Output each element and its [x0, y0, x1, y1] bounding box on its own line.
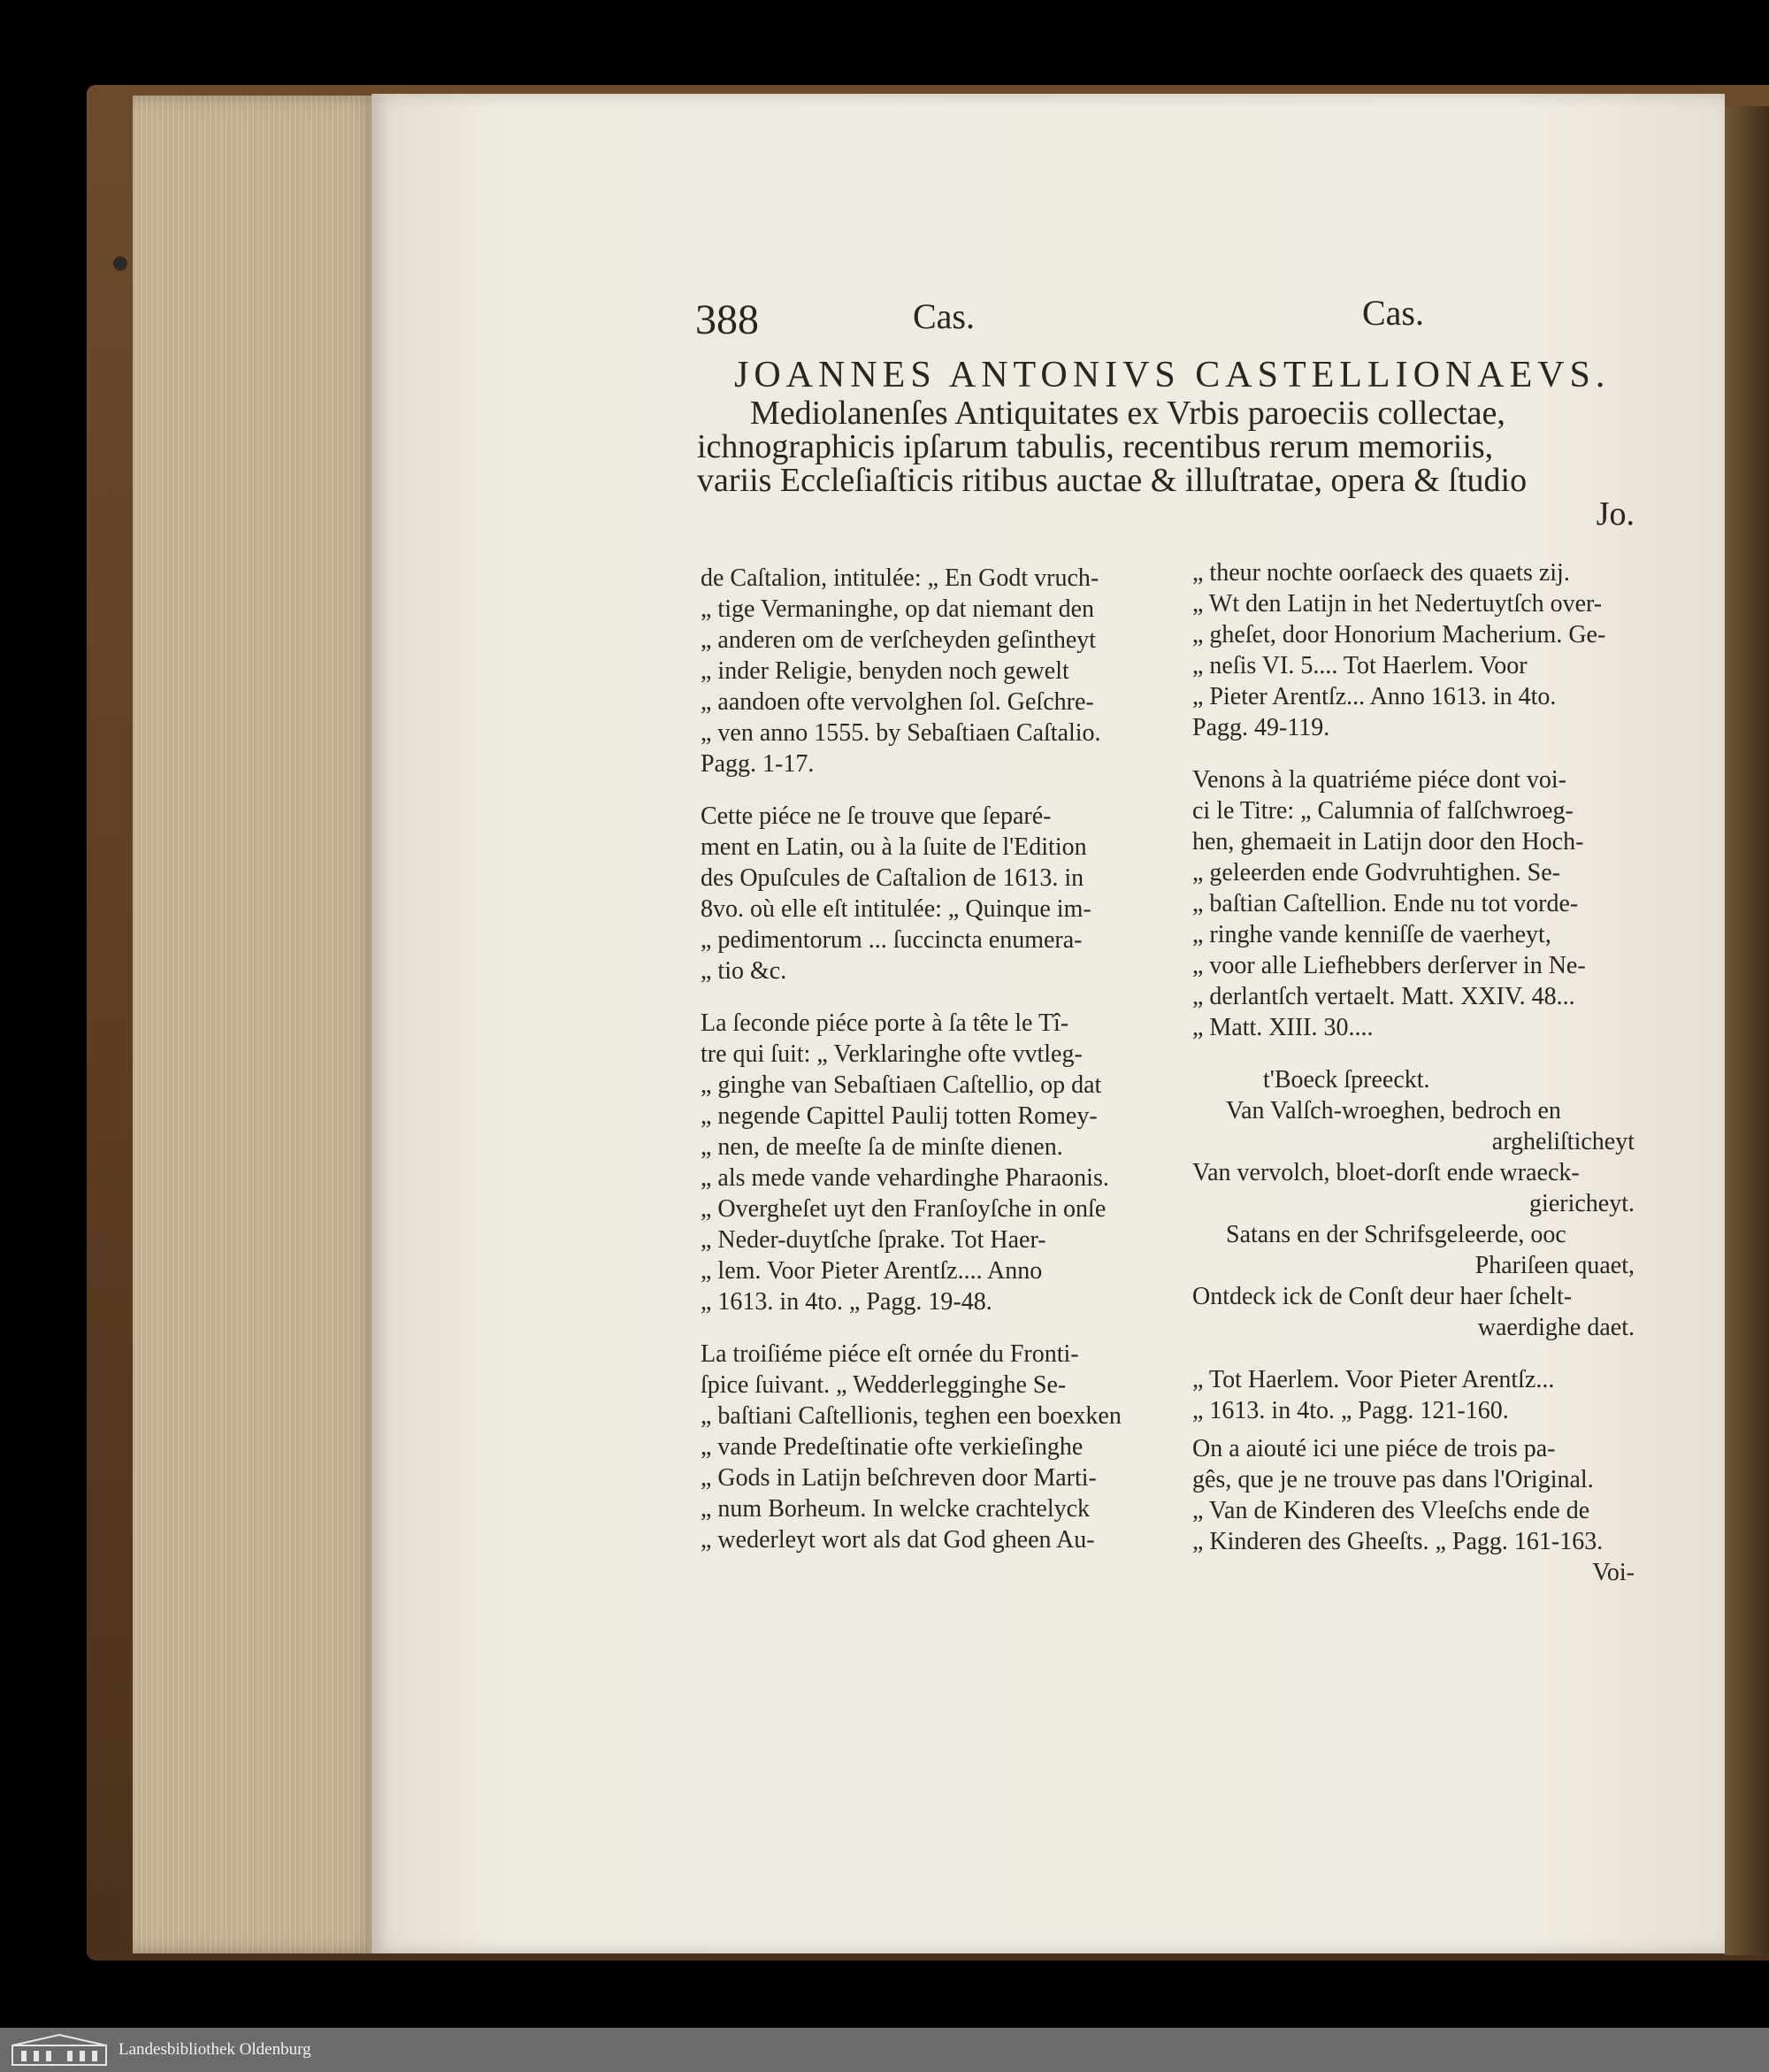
text-line: „ baſtiani Caſtellionis, teghen een boexken — [701, 1402, 1122, 1430]
text-line: Pagg. 49-119. — [1192, 714, 1330, 741]
text-line: La ſeconde piéce porte à ſa tête le Tî- — [701, 1009, 1069, 1037]
running-head-right: Cas. — [1362, 293, 1424, 333]
text-line: „ gheſet, door Honorium Macherium. Ge- — [1192, 621, 1606, 648]
verse-line: Van vervolch, bloet-dorſt ende wraeck- — [1192, 1159, 1580, 1186]
text-line: „ tige Vermaninghe, op dat niemant den — [701, 595, 1095, 623]
text-line: tre qui ſuit: „ Verklaringhe ofte vvtleg- — [701, 1040, 1083, 1068]
entry-title: JOANNES ANTONIVS CASTELLIONAEVS. — [734, 355, 1611, 395]
text-line: „ Van de Kinderen des Vleeſchs ende de — [1192, 1497, 1590, 1524]
text-line: „ theur nochte oorſaeck des quaets zij. — [1192, 559, 1570, 587]
text-line: „ num Borheum. In welcke crachtelyck — [701, 1495, 1091, 1523]
footer-bar — [0, 2028, 1769, 2072]
text-line: „ 1613. in 4to. „ Pagg. 121-160. — [1192, 1397, 1509, 1424]
text-line: „ Kinderen des Gheeſts. „ Pagg. 161-163. — [1192, 1528, 1604, 1555]
library-logo-icon — [11, 2033, 108, 2067]
catchword: Voi- — [1592, 1559, 1635, 1586]
description-line: variis Eccleſiaſticis ritibus auctae & illuſtratae, opera & ſtudio — [697, 462, 1528, 499]
binding-hole — [113, 257, 127, 271]
verse-line: Ontdeck ick de Conſt deur haer ſchelt- — [1192, 1283, 1573, 1310]
text-line: Pagg. 1-17. — [701, 750, 815, 778]
text-line: „ pedimentorum ... ſuccincta enumera- — [701, 926, 1083, 954]
verse-line: waerdighe daet. — [1477, 1314, 1635, 1341]
text-line: „ geleerden ende Godvruhtighen. Se- — [1192, 859, 1560, 886]
text-line: „ ginghe van Sebaſtiaen Caſtellio, op dat — [701, 1071, 1102, 1099]
verse-line: giericheyt. — [1529, 1190, 1635, 1217]
text-line: „ ven anno 1555. by Sebaſtiaen Caſtalio. — [701, 719, 1101, 747]
text-line: Venons à la quatriéme piéce dont voi- — [1192, 766, 1566, 794]
text-line: „ negende Capittel Paulij totten Romey- — [701, 1102, 1098, 1130]
text-line: „ Tot Haerlem. Voor Pieter Arentſz... — [1192, 1366, 1555, 1393]
text-line: „ neſis VI. 5.... Tot Haerlem. Voor — [1192, 652, 1528, 679]
text-line: „ Pieter Arentſz... Anno 1613. in 4to. — [1192, 683, 1557, 710]
text-line: „ Overgheſet uyt den Franſoyſche in onſe — [701, 1195, 1107, 1223]
text-line: „ inder Religie, benyden noch gewelt — [701, 657, 1069, 685]
text-line: „ vande Predeſtinatie ofte verkieſinghe — [701, 1433, 1084, 1461]
left-column — [701, 563, 1160, 1555]
text-line: ſpice ſuivant. „ Wedderlegginghe Se- — [701, 1371, 1067, 1399]
entry-description — [697, 396, 1635, 531]
text-line: de Caſtalion, intitulée: „ En Godt vruch- — [701, 564, 1099, 592]
text-line: „ ringhe vande kenniſſe de vaerheyt, — [1192, 921, 1551, 948]
right-column — [1192, 557, 1643, 1588]
text-line: „ Gods in Latijn beſchreven door Marti- — [701, 1464, 1097, 1492]
text-line: gês, que je ne trouve pas dans l'Original. — [1192, 1466, 1594, 1493]
text-line: „ baſtian Caſtellion. Ende nu tot vorde- — [1192, 890, 1579, 917]
text-line: 8vo. où elle eſt intitulée: „ Quinque im- — [701, 895, 1091, 923]
text-line: On a aiouté ici une piéce de trois pa- — [1192, 1435, 1556, 1462]
facing-page-edge — [1725, 106, 1769, 1955]
text-line: „ als mede vande vehardinghe Pharaonis. — [701, 1164, 1109, 1192]
text-line: „ tio &c. — [701, 957, 787, 985]
text-line: „ nen, de meeſte ſa de minſte dienen. — [701, 1133, 1063, 1161]
text-line: Cette piéce ne ſe trouve que ſeparé- — [701, 802, 1052, 830]
text-line: „ lem. Voor Pieter Arentſz.... Anno — [701, 1257, 1043, 1285]
text-line: „ Wt den Latijn in het Nedertuytſch over- — [1192, 590, 1603, 618]
verse-line: Phariſeen quaet, — [1474, 1252, 1635, 1279]
description-line: Mediolanenſes Antiquitates ex Vrbis paroeciis collectae, — [750, 395, 1505, 432]
text-line: „ voor alle Liefhebbers derſerver in Ne- — [1192, 952, 1586, 979]
text-line: La troiſiéme piéce eſt ornée du Fronti- — [701, 1340, 1079, 1368]
verse-heading: t'Boeck ſpreeckt. — [1263, 1066, 1430, 1094]
text-line: „ derlantſch vertaelt. Matt. XXIV. 48... — [1192, 983, 1575, 1010]
verse-line: Van Valſch-wroeghen, bedroch en — [1226, 1097, 1561, 1124]
description-line: Jo. — [1596, 495, 1635, 533]
verse-line: argheliſticheyt — [1491, 1128, 1635, 1155]
text-line: „ Neder-duytſche ſprake. Tot Haer- — [701, 1226, 1046, 1254]
text-line: ment en Latin, ou à la ſuite de l'Edition — [701, 833, 1087, 861]
library-name[interactable]: Landesbibliothek Oldenburg — [119, 2040, 311, 2059]
page-number: 388 — [695, 296, 759, 343]
verse-line: Satans en der Schrifsgeleerde, ooc — [1226, 1221, 1566, 1248]
text-line: des Opuſcules de Caſtalion de 1613. in — [701, 864, 1084, 892]
text-line: „ aandoen ofte vervolghen ſol. Geſchre- — [701, 688, 1094, 716]
text-line: ci le Titre: „ Calumnia of falſchwroeg- — [1192, 797, 1574, 825]
page-edges — [133, 96, 380, 1953]
text-line: „ wederleyt wort als dat God gheen Au- — [701, 1526, 1095, 1554]
text-line: „ Matt. XIII. 30.... — [1192, 1014, 1374, 1041]
text-line: hen, ghemaeit in Latijn door den Hoch- — [1192, 828, 1584, 856]
text-line: „ 1613. in 4to. „ Pagg. 19-48. — [701, 1288, 992, 1316]
description-line: ichnographicis ipſarum tabulis, recentibus rerum memoriis, — [697, 428, 1494, 465]
text-line: „ anderen om de verſcheyden geſintheyt — [701, 626, 1097, 654]
running-head-left: Cas. — [913, 296, 975, 336]
